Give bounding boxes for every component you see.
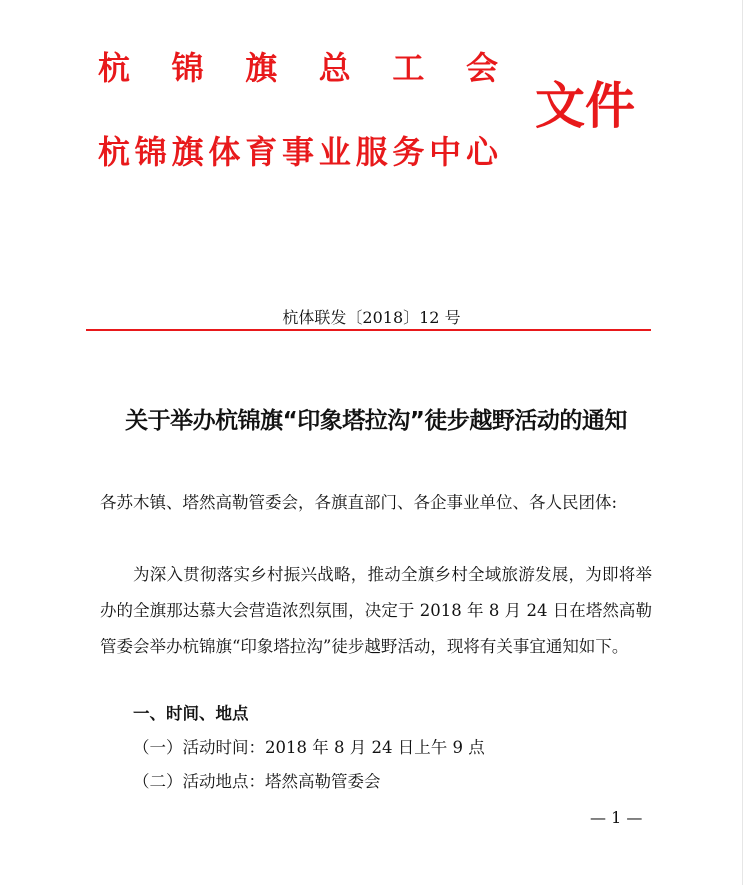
section-heading-time-place: 一、时间、地点: [133, 704, 249, 723]
document-title: 关于举办杭锦旗“印象塔拉沟”徒步越野活动的通知: [125, 408, 627, 434]
item-activity-location: （二）活动地点：塔然高勒管委会: [133, 772, 381, 791]
red-divider-line: [86, 329, 651, 331]
salutation: 各苏木镇、塔然高勒管委会，各旗直部门、各企事业单位、各人民团体:: [100, 493, 618, 512]
document-number: 杭体联发〔2018〕12 号: [282, 308, 461, 327]
item-activity-time: （一）活动时间：2018 年 8 月 24 日上午 9 点: [133, 738, 485, 757]
page-number: — 1 —: [590, 808, 643, 827]
issuing-org-trade-union: 杭锦旗总工会: [98, 49, 498, 87]
body-paragraph: 为深入贯彻落实乡村振兴战略，推动全旗乡村全域旅游发展，为即将举办的全旗那达慕大会营造浓烈氛围，决定于 2018 年 8 月 24 日在塔然高勒管委会举办杭锦旗“印象塔拉沟”徒步越野活动，现将有关事宜通知如下。: [100, 565, 652, 656]
document-type-label: 文件: [535, 76, 635, 135]
issuing-org-sports-center: 杭锦旗体育事业服务中心: [98, 133, 498, 171]
